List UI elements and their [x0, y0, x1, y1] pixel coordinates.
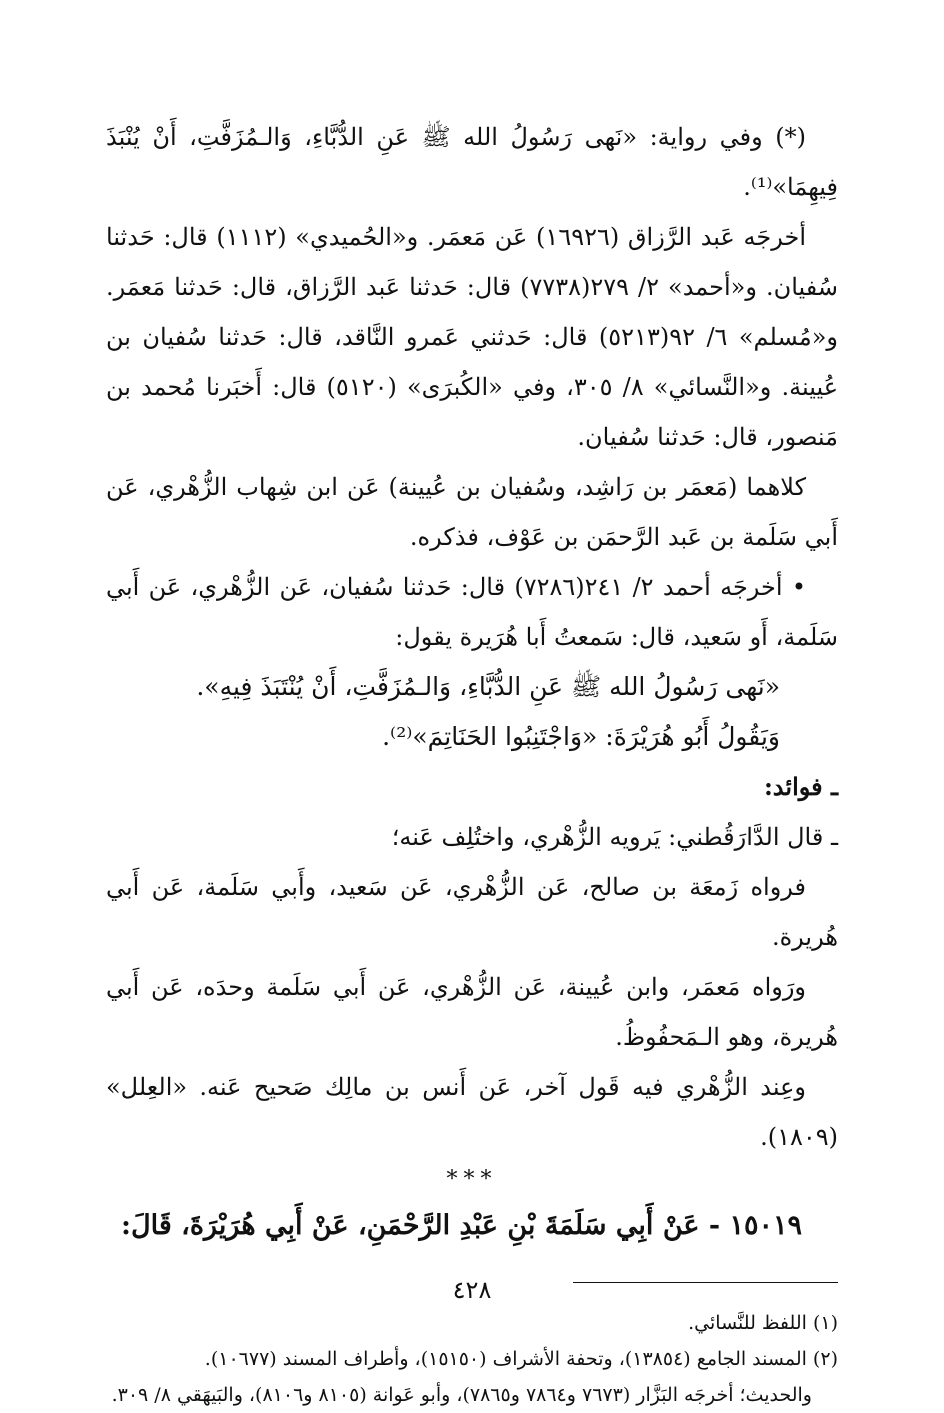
riwaya-mamar: ورَواه مَعمَر، وابن عُيينة، عَن الزُّهْري، عَن أَبي سَلَمة وحدَه، عَن أَبي هُريرة، وهو الـمَحفُوظُ. — [106, 973, 838, 1051]
footnote-1: (١) اللفظ للنَّسائي. — [688, 1312, 838, 1334]
takhrij-paragraph: أخرجَه عَبد الرَّزاق (١٦٩٢٦) عَن مَعمَر. و«الحُميدي» (١١١٢) قال: حَدثنا سُفيان. و«أحمد» ٢/ ٢٧٩(٧٧٣٨) قال: حَدثنا عَبد الرَّزاق، قال: حَدثنا مَعمَر. و«مُسلم» ٦/ ٩٢(٥٢١٣) قال: حَدثني عَمرو النَّاقد، قال: حَدثنا سُفيان بن عُيينة. و«النَّسائي» ٨/ ٣٠٥، وفي «الكُبرَى» (٥١٢٠) قال: أَخبَرنا مُحمد بن مَنصور، قال: حَدثنا سُفيان. — [106, 223, 839, 451]
stars-separator: *** — [446, 1167, 498, 1192]
riwaya-zama: فرواه زَمعَة بن صالح، عَن الزُّهْري، عَن سَعيد، وأَبي سَلَمة، عَن أَبي هُريرة. — [106, 873, 838, 951]
takhrij-ahmad: • أخرجَه أحمد ٢/ ٢٤١(٧٢٨٦) قال: حَدثنا سُفيان، عَن الزُّهْري، عَن أَبي سَلَمة، أَو سَعيد، قال: سَمعتُ أَبا هُرَيرة يقول: — [106, 573, 838, 651]
hadith-text-abu-hurayra: وَيَقُولُ أَبُو هُرَيْرَةَ: «وَاجْتَنِبُوا الحَنَاتِمَ»⁽²⁾. — [382, 722, 780, 751]
hadith-entry-heading: ١٥٠١٩ - عَنْ أَبِي سَلَمَةَ بْنِ عَبْدِ الرَّحْمَنِ، عَنْ أَبِي هُرَيْرَةَ، قَالَ: — [121, 1210, 802, 1241]
narration-variant: (*) وفي رواية: «نَهى رَسُولُ الله ﷺ عَنِ الدُّبَّاءِ، وَالـمُزَفَّتِ، أَنْ يُنْبَذَ فِيهِمَا»⁽¹⁾. — [106, 123, 838, 201]
footnote-2-continued: والحديث؛ أخرجَه البَزَّار (٧٦٧٣ و٧٨٦٤ و٧٨٦٥)، وأبو عَوانة (٨١٠٥ و٨١٠٦)، والبَيهَقي ٨/ ٣٠٩. — [111, 1384, 812, 1406]
footnote-2: (٢) المسند الجامع (١٣٨٥٤)، وتحفة الأشراف (١٥١٥٠)، وأطراف المسند (١٠٦٧٧). — [204, 1348, 838, 1370]
benefits-heading: ـ فوائد: — [763, 772, 838, 801]
hadith-text: «نَهى رَسُولُ الله ﷺ عَنِ الدُّبَّاءِ، وَالـمُزَفَّتِ، أَنْ يُنْتَبَذَ فِيهِ». — [196, 672, 780, 701]
main-text — [106, 112, 838, 1162]
daraqutni-note: ـ قال الدَّارَقُطني: يَرويه الزُّهْري، واختُلِف عَنه؛ — [391, 823, 838, 851]
anas-note: وعِند الزُّهْري فيه قَول آخر، عَن أَنس بن مالِك صَحيح عَنه. «العِلل» (١٨٠٩). — [106, 1073, 838, 1151]
footnotes — [106, 1305, 838, 1413]
chain-paragraph: كلاهما (مَعمَر بن رَاشِد، وسُفيان بن عُيينة) عَن ابن شِهاب الزُّهْري، عَن أَبي سَلَمة بن عَبد الرَّحمَن بن عَوْف، فذكره. — [106, 473, 838, 551]
page-number: ٤٢٨ — [452, 1276, 492, 1304]
